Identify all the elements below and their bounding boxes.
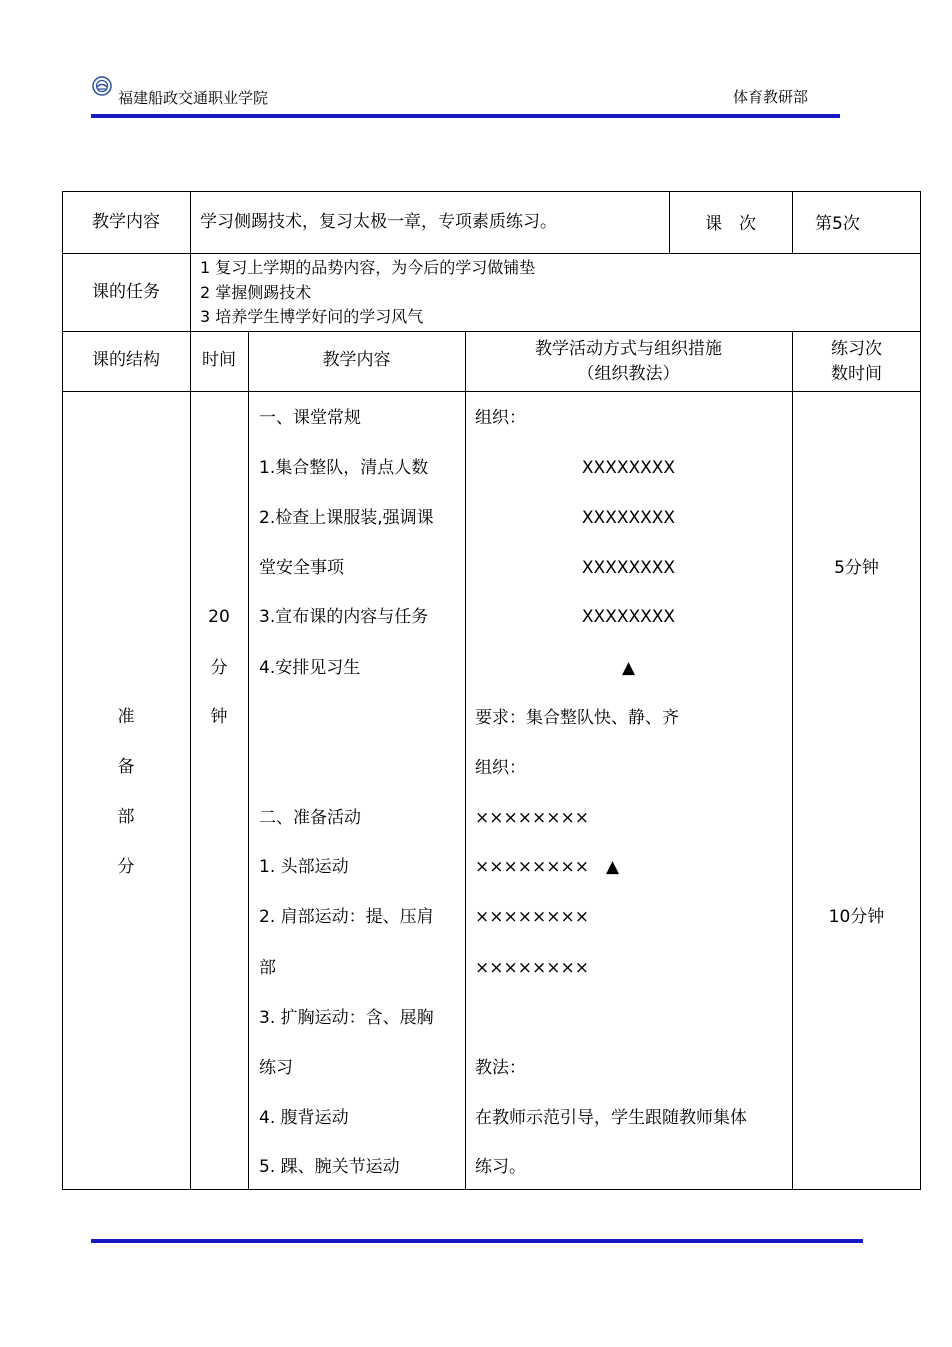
teaching-content-value: 学习侧踢技术，复习太极一章，专项素质练习。: [200, 212, 557, 232]
formation-row: XXXXXXXX: [581, 607, 676, 627]
content-line: 二、准备活动: [259, 808, 361, 828]
header-time: 时间: [202, 350, 236, 370]
section-name-char: 备: [117, 757, 135, 777]
header-structure: 课的结构: [92, 350, 160, 370]
formation-row: XXXXXXXX: [581, 458, 676, 478]
content-line: 一、课堂常规: [259, 408, 361, 428]
method-line: 组织：: [475, 408, 526, 428]
content-line: 5. 踝、腕关节运动: [259, 1157, 400, 1177]
section-time: 20: [208, 607, 230, 627]
formation-row: ××××××××: [475, 958, 589, 978]
method-line: 教法：: [475, 1058, 526, 1078]
header-method-line2: （组织教法）: [577, 364, 680, 384]
content-line: 1.集合整队，清点人数: [259, 458, 429, 478]
content-line: 2.检查上课服装,强调课: [259, 508, 434, 528]
section-name-char: 准: [117, 707, 135, 727]
task-item: 1 复习上学期的品势内容，为今后的学习做铺垫: [200, 258, 536, 277]
formation-row: XXXXXXXX: [581, 508, 676, 528]
method-line: 在教师示范引导，学生跟随教师集体: [475, 1108, 747, 1128]
content-line: 1. 头部运动: [259, 857, 349, 877]
section-name-char: 部: [117, 807, 135, 827]
header-practice-line2: 数时间: [831, 364, 882, 384]
label-teaching-content: 教学内容: [92, 212, 160, 232]
content-line: 3. 扩胸运动：含、展胸: [259, 1008, 434, 1028]
method-line: 要求：集合整队快、静、齐: [475, 708, 679, 728]
session-value: 第5次: [815, 214, 860, 234]
col-divider: [190, 191, 191, 1190]
method-line: 练习。: [475, 1157, 526, 1177]
header-method-line1: 教学活动方式与组织措施: [535, 339, 722, 359]
col-divider: [248, 331, 249, 1190]
task-item: 3 培养学生博学好问的学习风气: [200, 307, 424, 326]
practice-time: 10分钟: [828, 907, 885, 927]
method-line: 组织：: [475, 758, 526, 778]
content-line: 4.安排见习生: [259, 658, 361, 678]
content-line: 练习: [259, 1058, 293, 1078]
col-divider: [792, 331, 793, 1190]
col-divider: [792, 191, 793, 253]
formation-row: ×××××××× ▲: [475, 857, 620, 877]
content-line: 2. 肩部运动：提、压肩: [259, 907, 434, 927]
header-content: 教学内容: [322, 350, 391, 370]
practice-time: 5分钟: [834, 558, 879, 578]
header-practice-line1: 练习次: [831, 339, 882, 359]
teacher-position-icon: ▲: [621, 658, 636, 678]
content-line: 部: [259, 958, 276, 978]
school-name: 福建船政交通职业学院: [118, 89, 269, 107]
label-lesson-tasks: 课的任务: [92, 282, 160, 302]
formation-row: ××××××××: [475, 907, 589, 927]
content-line: 堂安全事项: [259, 558, 344, 578]
content-line: 4. 腹背运动: [259, 1108, 349, 1128]
department-name: 体育教研部: [733, 88, 809, 106]
section-name-char: 分: [117, 857, 135, 877]
label-session: 课 次: [705, 214, 756, 234]
school-emblem-icon: [92, 76, 112, 96]
footer-divider: [91, 1239, 863, 1243]
header-divider: [91, 114, 840, 118]
section-time: 钟: [210, 707, 228, 727]
section-time: 分: [210, 658, 228, 678]
formation-row: ××××××××: [475, 808, 589, 828]
formation-row: XXXXXXXX: [581, 558, 676, 578]
task-item: 2 掌握侧踢技术: [200, 283, 312, 302]
content-line: 3.宣布课的内容与任务: [259, 607, 429, 627]
